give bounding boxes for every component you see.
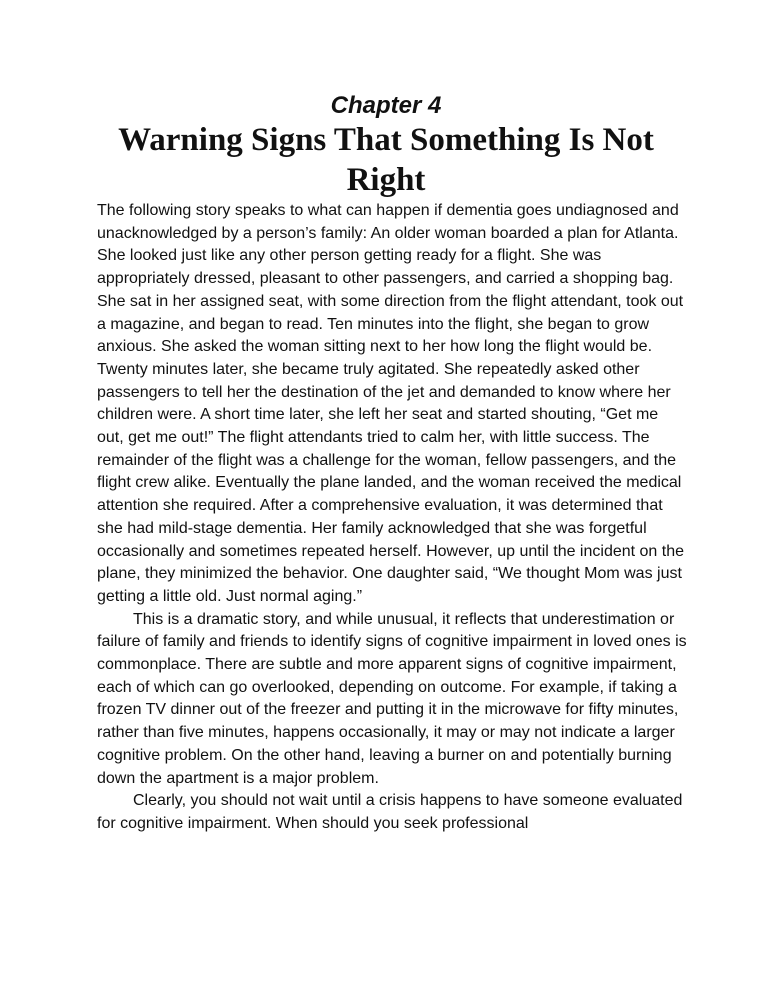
paragraph-1: The following story speaks to what can happen if dementia goes undiagnosed and unacknowledged by a person’s family: An older woman boarded a plan for Atlanta. She looked just like any other person getting ready for a flight. She was appropriately dressed, pleasant to other passengers, and carried a shopping bag. She sat in her assigned seat, with some direction from the flight attendant, took out a magazine, and began to read. Ten minutes into the flight, she began to grow anxious. She asked the woman sitting next to her how long the flight would be. Twenty minutes later, she became truly agitated. She repeatedly asked other passengers to tell her the destination of the jet and demanded to know where her children were. A short time later, she left her seat and started shouting, “Get me out, get me out!” The flight attendants tried to calm her, with little success. The remainder of the flight was a challenge for the woman, fellow passengers, and the flight crew alike. Eventually the plane landed, and the woman received the medical attention she required. After a comprehensive evaluation, it was determined that she had mild-stage dementia. Her family acknowledged that she was forgetful occasionally and sometimes repeated herself. However, up until the incident on the plane, they minimized the behavior. One daughter said, “We thought Mom was just getting a little old. Just normal aging.” (97, 202, 685, 605)
chapter-body (97, 200, 687, 836)
chapter-label: Chapter 4 (330, 92, 442, 119)
paragraph-3: Clearly, you should not wait until a crisis happens to have someone evaluated for cognitive impairment. When should you seek professional (97, 792, 683, 832)
paragraph-2: This is a dramatic story, and while unusual, it reflects that underestimation or failure of family and friends to identify signs of cognitive impairment in loved ones is commonplace. There are subtle and more apparent signs of cognitive impairment, each of which can go overlooked, depending on outcome. For example, if taking a frozen TV dinner out of the freezer and putting it in the microwave for fifty minutes, rather than five minutes, happens occasionally, it may or may not indicate a larger cognitive problem. On the other hand, leaving a burner on and potentially burning down the apartment is a major problem. (97, 610, 687, 787)
chapter-title: Warning Signs That Something Is Not Right (118, 122, 654, 198)
